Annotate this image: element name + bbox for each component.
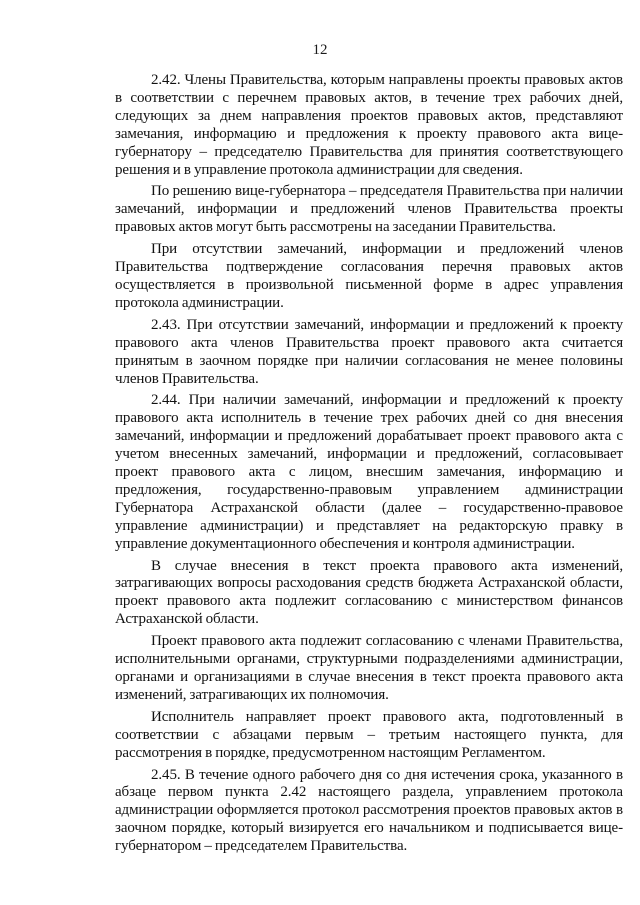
document-body <box>115 72 623 860</box>
paragraph-2-43: 2.43. При отсутствии замечаний, информации и предложений к проекту правового акта членов Правительства проект правового акта считается принятым в заочном порядке при наличии согласования не менее половины членов Правительства. <box>115 316 623 387</box>
paragraph-2-44: 2.44. При наличии замечаний, информации и предложений к проекту правового акта исполнитель в течение трех рабочих дней со дня внесения замечаний, информации и предложений дорабатывает проект правового акта с учетом внесенных замечаний, информации и предложений, согласовывает проект правового акта с лицом, внесшим замечания, информацию и предложения, государственно-правовым управлением администрации Губернатора Астраханской области (далее – государственно-правовое управление администрации) и представляет на редакторскую правку в управление документационного обеспечения и контроля администрации. <box>115 392 623 552</box>
paragraph-executor: Исполнитель направляет проект правового акта, подготовленный в соответствии с абзацами первым – третьим настоящего пункта, для рассмотрения в порядке, предусмотренном настоящим Регламентом. <box>115 708 623 761</box>
paragraph-decision: По решению вице-губернатора – председателя Правительства при наличии замечаний, информации и предложений членов Правительства проекты правовых актов могут быть рассмотрены на заседании Правительства. <box>115 183 623 236</box>
paragraph-approval: Проект правового акта подлежит согласованию с членами Правительства, исполнительными органами, структурными подразделениями администрации, органами и организациями в случае внесения в текст проекта правового акта изменений, затрагивающих их полномочия. <box>115 633 623 703</box>
page-number: 12 <box>312 42 328 58</box>
paragraph-no-remarks: При отсутствии замечаний, информации и предложений членов Правительства подтверждение согласования перечня правовых актов осуществляется в произвольной письменной форме в адрес управления протокола администрации. <box>115 241 623 311</box>
paragraph-2-45: 2.45. В течение одного рабочего дня со дня истечения срока, указанного в абзаце первом пункта 2.42 настоящего раздела, управлением протокола администрации оформляется протокол рассмотрения проектов правовых актов в заочном порядке, который визируется его начальником и подписывается вице-губернатором – председателем Правительства. <box>115 766 623 855</box>
paragraph-2-42: 2.42. Члены Правительства, которым направлены проекты правовых актов в соответствии с перечнем правовых актов, в течение трех рабочих дней, следующих за днем направления проектов правовых актов, представляют замечания, информацию и предложения к проекту правового акта вице-губернатору – председателю Правительства для принятия соответствующего решения и в управление протокола администрации для сведения. <box>115 72 623 178</box>
paragraph-budget-changes: В случае внесения в текст проекта правового акта изменений, затрагивающих вопросы расходования средств бюджета Астраханской области, проект правового акта подлежит согласованию с министерством финансов Астраханской области. <box>115 557 623 628</box>
